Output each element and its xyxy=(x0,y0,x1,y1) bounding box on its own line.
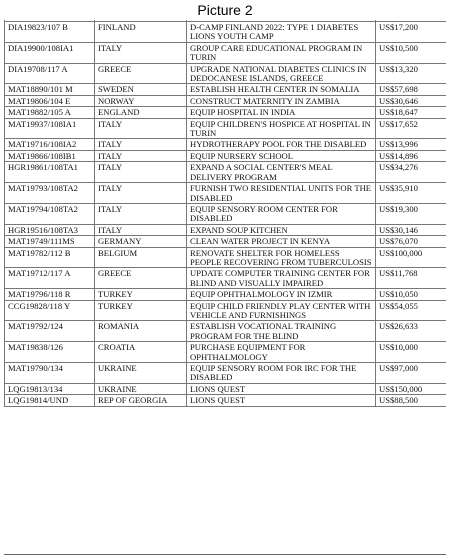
project-cell: EQUIP NURSERY SCHOOL xyxy=(187,150,376,161)
picture-caption: Picture 2 xyxy=(197,2,253,18)
country-cell: NORWAY xyxy=(95,95,187,106)
country-cell: GREECE xyxy=(95,63,187,84)
project-cell: UPDATE COMPUTER TRAINING CENTER FOR BLIND AND VISUALLY IMPAIRED xyxy=(187,268,376,289)
project-cell: FURNISH TWO RESIDENTIAL UNITS FOR THE DISABLED xyxy=(187,183,376,204)
grant-code-cell: MAT19866/108IB1 xyxy=(5,150,95,161)
amount-cell: US$54,055 xyxy=(376,300,447,321)
project-cell: EQUIP SENSORY ROOM FOR IRC FOR THE DISABLED xyxy=(187,363,376,384)
project-cell: RENOVATE SHELTER FOR HOMELESS PEOPLE RECOVERING FROM TUBERCULOSIS xyxy=(187,247,376,268)
country-cell: SWEDEN xyxy=(95,84,187,95)
amount-cell: US$10,050 xyxy=(376,289,447,300)
table-row xyxy=(5,236,447,247)
grant-code-cell: LQG19814/UND xyxy=(5,395,95,406)
country-cell: GREECE xyxy=(95,268,187,289)
grant-table xyxy=(4,20,446,407)
table-row xyxy=(5,139,447,150)
country-cell: ITALY xyxy=(95,183,187,204)
grant-code-cell: MAT19937/108IA1 xyxy=(5,118,95,139)
table-row xyxy=(5,63,447,84)
grant-code-cell: MAT19716/108IA2 xyxy=(5,139,95,150)
table-row xyxy=(5,22,447,43)
country-cell: BELGIUM xyxy=(95,247,187,268)
grant-code-cell: MAT19806/104 E xyxy=(5,95,95,106)
grant-code-cell: MAT19838/126 xyxy=(5,342,95,363)
table-row xyxy=(5,42,447,63)
amount-cell: US$100,000 xyxy=(376,247,447,268)
grant-code-cell: DIA19900/108IA1 xyxy=(5,42,95,63)
amount-cell: US$10,500 xyxy=(376,42,447,63)
table-row xyxy=(5,395,447,406)
amount-cell: US$76,070 xyxy=(376,236,447,247)
grant-code-cell: DIA19708/117 A xyxy=(5,63,95,84)
amount-cell: US$17,652 xyxy=(376,118,447,139)
amount-cell: US$11,768 xyxy=(376,268,447,289)
grant-code-cell: HGR19516/108TA3 xyxy=(5,224,95,235)
country-cell: FINLAND xyxy=(95,22,187,43)
grant-code-cell: MAT19782/112 B xyxy=(5,247,95,268)
table-row xyxy=(5,118,447,139)
country-cell: ITALY xyxy=(95,162,187,183)
project-cell: ESTABLISH HEALTH CENTER IN SOMALIA xyxy=(187,84,376,95)
project-cell: HYDROTHERAPY POOL FOR THE DISABLED xyxy=(187,139,376,150)
project-cell: ESTABLISH VOCATIONAL TRAINING PROGRAM FOR THE BLIND xyxy=(187,321,376,342)
grant-table-page xyxy=(4,20,446,555)
amount-cell: US$13,996 xyxy=(376,139,447,150)
amount-cell: US$34,276 xyxy=(376,162,447,183)
amount-cell: US$10,000 xyxy=(376,342,447,363)
country-cell: ITALY xyxy=(95,203,187,224)
project-cell: LIONS QUEST xyxy=(187,395,376,406)
amount-cell: US$26,633 xyxy=(376,321,447,342)
table-row xyxy=(5,383,447,394)
project-cell: EXPAND A SOCIAL CENTER'S MEAL DELIVERY PROGRAM xyxy=(187,162,376,183)
table-row xyxy=(5,203,447,224)
table-row xyxy=(5,321,447,342)
project-cell: D-CAMP FINLAND 2022: TYPE 1 DIABETES LIONS YOUTH CAMP xyxy=(187,22,376,43)
country-cell: TURKEY xyxy=(95,300,187,321)
amount-cell: US$18,647 xyxy=(376,107,447,118)
country-cell: ITALY xyxy=(95,139,187,150)
country-cell: ITALY xyxy=(95,118,187,139)
amount-cell: US$30,646 xyxy=(376,95,447,106)
project-cell: EQUIP SENSORY ROOM CENTER FOR DISABLED xyxy=(187,203,376,224)
country-cell: REP OF GEORGIA xyxy=(95,395,187,406)
country-cell: CROATIA xyxy=(95,342,187,363)
amount-cell: US$13,320 xyxy=(376,63,447,84)
grant-code-cell: MAT18890/101 M xyxy=(5,84,95,95)
grant-code-cell: MAT19749/111MS xyxy=(5,236,95,247)
table-row xyxy=(5,183,447,204)
project-cell: PURCHASE EQUIPMENT FOR OPHTHALMOLOGY xyxy=(187,342,376,363)
country-cell: UKRAINE xyxy=(95,383,187,394)
grant-code-cell: MAT19796/118 R xyxy=(5,289,95,300)
amount-cell: US$88,500 xyxy=(376,395,447,406)
country-cell: ITALY xyxy=(95,224,187,235)
project-cell: UPGRADE NATIONAL DIABETES CLINICS IN DEDOCANESE ISLANDS, GREECE xyxy=(187,63,376,84)
project-cell: LIONS QUEST xyxy=(187,383,376,394)
grant-code-cell: MAT19793/108TA2 xyxy=(5,183,95,204)
grant-code-cell: MAT19790/134 xyxy=(5,363,95,384)
grant-code-cell: MAT19794/108TA2 xyxy=(5,203,95,224)
table-row xyxy=(5,363,447,384)
amount-cell: US$150,000 xyxy=(376,383,447,394)
amount-cell: US$35,910 xyxy=(376,183,447,204)
grant-code-cell: MAT19792/124 xyxy=(5,321,95,342)
country-cell: ITALY xyxy=(95,42,187,63)
table-row xyxy=(5,342,447,363)
project-cell: EQUIP CHILD FRIENDLY PLAY CENTER WITH VEHICLE AND FURNISHINGS xyxy=(187,300,376,321)
project-cell: EXPAND SOUP KITCHEN xyxy=(187,224,376,235)
table-row xyxy=(5,150,447,161)
table-row xyxy=(5,289,447,300)
country-cell: TURKEY xyxy=(95,289,187,300)
project-cell: CONSTRUCT MATERNITY IN ZAMBIA xyxy=(187,95,376,106)
table-row xyxy=(5,95,447,106)
amount-cell: US$17,200 xyxy=(376,22,447,43)
amount-cell: US$30,146 xyxy=(376,224,447,235)
table-row xyxy=(5,162,447,183)
project-cell: EQUIP HOSPITAL IN INDIA xyxy=(187,107,376,118)
grant-code-cell: HGR19861/108TA1 xyxy=(5,162,95,183)
country-cell: ROMANIA xyxy=(95,321,187,342)
amount-cell: US$19,300 xyxy=(376,203,447,224)
grant-table-body xyxy=(5,20,447,406)
amount-cell: US$57,698 xyxy=(376,84,447,95)
table-row xyxy=(5,107,447,118)
grant-code-cell: MAT19712/117 A xyxy=(5,268,95,289)
country-cell: GERMANY xyxy=(95,236,187,247)
grant-code-cell: LQG19813/134 xyxy=(5,383,95,394)
table-row xyxy=(5,300,447,321)
table-row xyxy=(5,224,447,235)
project-cell: EQUIP OPHTHALMOLOGY IN IZMIR xyxy=(187,289,376,300)
project-cell: EQUIP CHILDREN'S HOSPICE AT HOSPITAL IN TURIN xyxy=(187,118,376,139)
project-cell: CLEAN WATER PROJECT IN KENYA xyxy=(187,236,376,247)
country-cell: ENGLAND xyxy=(95,107,187,118)
country-cell: UKRAINE xyxy=(95,363,187,384)
project-cell: GROUP CARE EDUCATIONAL PROGRAM IN TURIN xyxy=(187,42,376,63)
amount-cell: US$14,896 xyxy=(376,150,447,161)
table-row xyxy=(5,84,447,95)
grant-code-cell: DIA19823/107 B xyxy=(5,22,95,43)
table-row xyxy=(5,247,447,268)
grant-code-cell: MAT19882/105 A xyxy=(5,107,95,118)
country-cell: ITALY xyxy=(95,150,187,161)
grant-code-cell: CCG19828/118 Y xyxy=(5,300,95,321)
amount-cell: US$97,000 xyxy=(376,363,447,384)
table-row xyxy=(5,268,447,289)
